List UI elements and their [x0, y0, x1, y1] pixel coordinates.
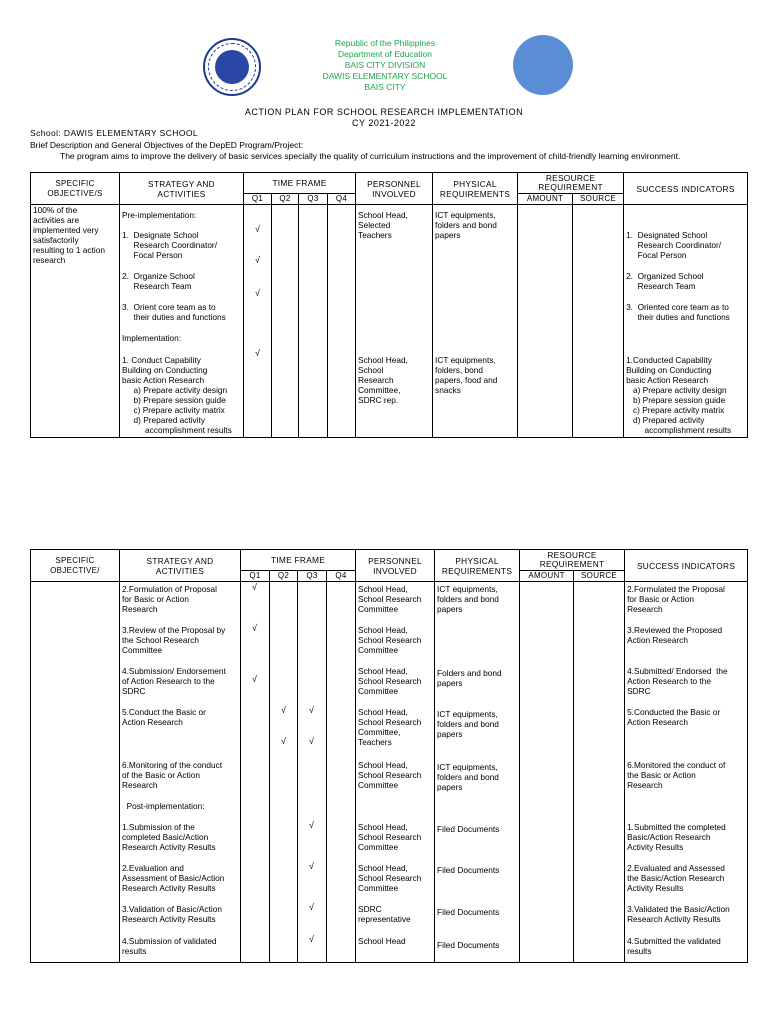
strategy-item: 4.Submission/ Endorsement of Action Research to the SDRC — [122, 666, 226, 696]
letterhead-line: BAIS CITY DIVISION — [344, 60, 426, 70]
strategy-item: 1.Submission of the completed Basic/Action Research Activity Results — [122, 822, 216, 852]
success-indicator-item: 5.Conducted the Basic or Action Research — [627, 707, 721, 727]
objective-cell — [31, 205, 120, 438]
success-indicator-item: 3.Reviewed the Proposed Action Research — [627, 625, 723, 645]
personnel-cell — [356, 582, 435, 963]
header-q4: Q4 — [327, 571, 356, 582]
success-cell — [624, 205, 748, 438]
check-mark: √ — [252, 623, 257, 633]
letterhead-line: BAIS CITY — [364, 82, 406, 92]
header-personnel: PERSONNEL INVOLVED — [356, 173, 433, 205]
success-indicator-item: 1.Submitted the completed Basic/Action Research Activity Results — [627, 822, 726, 852]
q2-cell — [270, 582, 298, 963]
personnel-item: School Head, School Research Committee — [358, 863, 422, 893]
program-description: The program aims to improve the delivery of basic services specially the quality of curriculum instructions and the improvement of child-friendly learning environment. — [60, 151, 681, 161]
action-plan-table-1 — [30, 172, 748, 438]
success-indicator-item: 4.Submitted the validated results — [627, 936, 721, 956]
strategy-item: 2.Evaluation and Assessment of Basic/Action Research Activity Results — [122, 863, 225, 893]
school-logo-circle — [513, 35, 573, 95]
q3-cell — [299, 205, 328, 438]
header-success: SUCCESS INDICATORS — [624, 173, 748, 205]
header-objective: SPECIFIC OBJECTIVE/ — [31, 550, 120, 582]
personnel-item: School Head, School Research Committee — [358, 625, 422, 655]
personnel-item: School Head, Selected Teachers — [358, 210, 408, 240]
letterhead — [250, 38, 520, 93]
personnel-item: School Head, School Research Committee — [358, 666, 422, 696]
check-mark: √ — [281, 705, 286, 715]
check-mark: √ — [252, 582, 257, 592]
physical-requirement-item: ICT equipments, folders and bond papers — [437, 709, 499, 739]
success-indicator-item: 2. Organized School Research Team — [626, 271, 704, 291]
success-indicator-item: 2.Formulated the Proposal for Basic or Action Research — [627, 584, 725, 614]
success-indicator-item: 3. Oriented core team as to their duties and functions — [626, 302, 730, 322]
amount-cell — [518, 205, 573, 438]
q4-cell — [328, 205, 356, 438]
source-cell — [573, 205, 624, 438]
strategy-item: Post-implementation: — [122, 801, 205, 811]
physical-requirement-item: Filed Documents — [437, 907, 500, 917]
letterhead-line: DAWIS ELEMENTARY SCHOOL — [322, 71, 448, 81]
q4-cell — [327, 582, 356, 963]
strategy-item: 1. Conduct Capability Building on Conducting basic Action Research a) Prepare activity design b) Prepare session guide c) Prepare activity matrix d) Prepared activity accomplishment results — [122, 355, 232, 435]
q2-cell — [272, 205, 299, 438]
physical-requirement-item: ICT equipments, folders and bond papers — [435, 210, 497, 240]
strategy-item: 6.Monitoring of the conduct of the Basic or Action Research — [122, 760, 223, 790]
check-mark: √ — [255, 348, 260, 358]
header-q2: Q2 — [270, 571, 298, 582]
success-indicator-item: 2.Evaluated and Assessed the Basic/Action Research Activity Results — [627, 863, 725, 893]
document-year: CY 2021-2022 — [352, 118, 416, 128]
header-physical: PHYSICAL REQUIREMENTS — [433, 173, 518, 205]
physical-requirement-item: Filed Documents — [437, 865, 500, 875]
personnel-item: SDRC representative — [358, 904, 411, 924]
header-amount: AMOUNT — [520, 571, 574, 582]
check-mark: √ — [309, 934, 314, 944]
check-mark: √ — [309, 902, 314, 912]
strategy-item: 3.Review of the Proposal by the School Research Committee — [122, 625, 226, 655]
personnel-item: School Head, School Research Committee — [358, 584, 422, 614]
document-title: ACTION PLAN FOR SCHOOL RESEARCH IMPLEMENTATION — [244, 107, 524, 117]
personnel-item: School Head, School Research Committee — [358, 760, 422, 790]
personnel-cell — [356, 205, 433, 438]
check-mark: √ — [309, 861, 314, 871]
header-resource: RESOURCE REQUIREMENT — [520, 550, 625, 571]
header-time-frame: TIME FRAME — [244, 173, 356, 194]
header-objective: SPECIFIC OBJECTIVE/S — [31, 173, 120, 205]
success-indicator-item: 3.Validated the Basic/Action Research Activity Results — [627, 904, 730, 924]
physical-requirement-item: ICT equipments, folders, bond papers, food and snacks — [435, 355, 498, 395]
personnel-item: School Head, School Research Committee, Teachers — [358, 707, 422, 747]
strategy-item: 1. Designate School Research Coordinator/ Focal Person — [122, 230, 217, 260]
header-q1: Q1 — [244, 194, 272, 205]
success-indicator-item: 6.Monitored the conduct of the Basic or Action Research — [627, 760, 726, 790]
header-q3: Q3 — [299, 194, 328, 205]
header-strategy: STRATEGY AND ACTIVITIES — [120, 173, 244, 205]
check-mark: √ — [309, 705, 314, 715]
strategy-item: 3.Validation of Basic/Action Research Activity Results — [122, 904, 222, 924]
strategy-cell — [120, 205, 244, 438]
q1-cell — [244, 205, 272, 438]
check-mark: √ — [252, 674, 257, 684]
success-indicator-item: 4.Submitted/ Endorsed the Action Research to the SDRC — [627, 666, 728, 696]
school-name: School: DAWIS ELEMENTARY SCHOOL — [30, 128, 198, 138]
header-q3: Q3 — [298, 571, 327, 582]
success-indicator-item: 1. Designated School Research Coordinator/ Focal Person — [626, 230, 722, 260]
personnel-item: School Head, School Research Committee — [358, 822, 422, 852]
amount-cell — [520, 582, 574, 963]
q3-cell — [298, 582, 327, 963]
check-mark: √ — [309, 820, 314, 830]
strategy-item: 4.Submission of validated results — [122, 936, 217, 956]
check-mark: √ — [255, 255, 260, 265]
strategy-item: 2.Formulation of Proposal for Basic or Action Research — [122, 584, 218, 614]
strategy-item: 2. Organize School Research Team — [122, 271, 195, 291]
header-q1: Q1 — [241, 571, 270, 582]
physical-requirement-item: Filed Documents — [437, 824, 500, 834]
physical-requirement-item: Filed Documents — [437, 940, 500, 950]
strategy-item: 5.Conduct the Basic or Action Research — [122, 707, 206, 727]
header-strategy: STRATEGY AND ACTIVITIES — [120, 550, 241, 582]
physical-requirement-item: ICT equipments, folders and bond papers — [437, 584, 499, 614]
personnel-item: School Head — [358, 936, 406, 946]
success-indicator-item: 1.Conducted Capability Building on Conducting basic Action Research a) Prepare activity design b) Prepare session guide c) Prepare activity matrix d) Prepared activity accomplishment results — [626, 355, 732, 435]
objective-text: 100% of the activities are implemented very satisfactorily resulting to 1 action research — [33, 205, 105, 265]
letterhead-line: Department of Education — [337, 49, 433, 59]
letterhead-line: Republic of the Philippines — [334, 38, 436, 48]
brief-description-label: Brief Description and General Objectives of the DepED Program/Project: — [30, 140, 304, 150]
check-mark: √ — [309, 736, 314, 746]
strategy-item: Implementation: — [122, 333, 182, 343]
strategy-item: 3. Orient core team as to their duties and functions — [122, 302, 226, 322]
seal-emblem — [215, 50, 249, 84]
header-success: SUCCESS INDICATORS — [625, 550, 748, 582]
action-plan-table-2 — [30, 549, 748, 963]
physical-requirement-item: Folders and bond papers — [437, 668, 502, 688]
header-time-frame: TIME FRAME — [241, 550, 356, 571]
header-source: SOURCE — [573, 194, 624, 205]
physical-requirement-item: ICT equipments, folders and bond papers — [437, 762, 499, 792]
strategy-item: Pre-implementation: — [122, 210, 197, 220]
check-mark: √ — [255, 288, 260, 298]
check-mark: √ — [255, 224, 260, 234]
source-cell — [574, 582, 625, 963]
header-source: SOURCE — [574, 571, 625, 582]
header-personnel: PERSONNEL INVOLVED — [356, 550, 435, 582]
header-resource: RESOURCE REQUIREMENT — [518, 173, 624, 194]
personnel-item: School Head, School Research Committee, SDRC rep. — [358, 355, 408, 405]
physical-cell — [435, 582, 520, 963]
success-cell — [625, 582, 748, 963]
strategy-cell — [120, 582, 241, 963]
check-mark: √ — [281, 736, 286, 746]
header-amount: AMOUNT — [518, 194, 573, 205]
q1-cell — [241, 582, 270, 963]
header-q4: Q4 — [328, 194, 356, 205]
header-physical: PHYSICAL REQUIREMENTS — [435, 550, 520, 582]
physical-cell — [433, 205, 518, 438]
header-q2: Q2 — [272, 194, 299, 205]
objective-cell — [31, 582, 120, 963]
